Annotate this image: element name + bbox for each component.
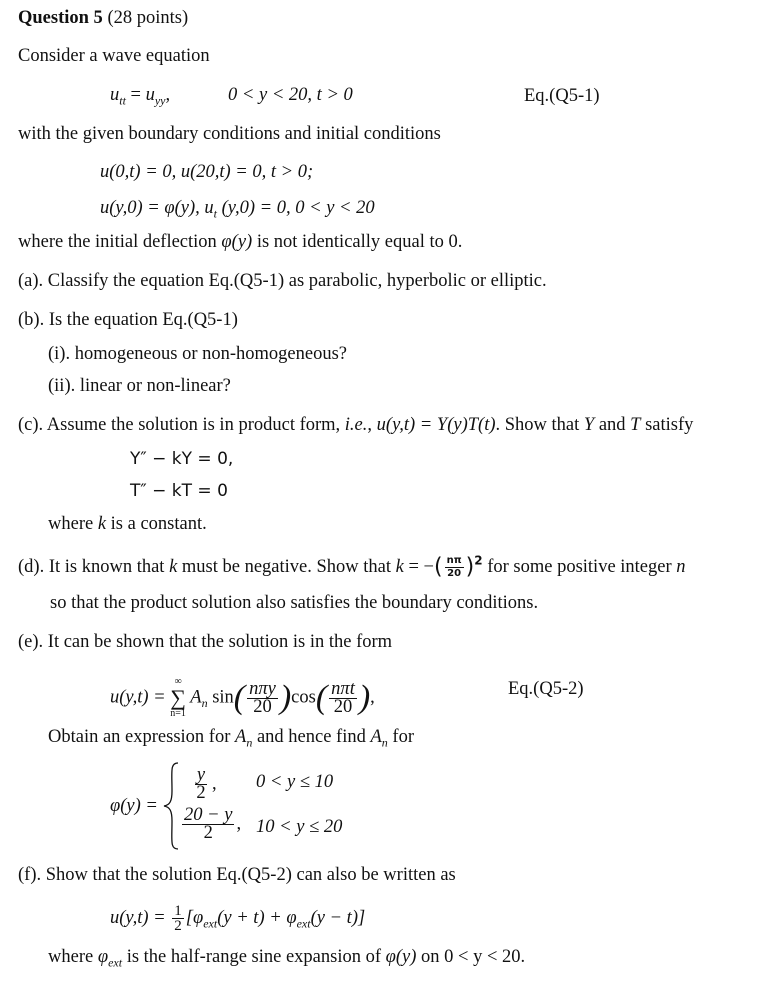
part-c-before: (c). Assume the solution is in product form, bbox=[18, 415, 345, 435]
ode-t: T″ − kT = 0 bbox=[130, 481, 228, 501]
eq2-lhs: u(y,t) = bbox=[110, 687, 171, 708]
part-c-form: u(y,t) = Y(y)T(t) bbox=[376, 415, 496, 435]
obtain-mid: and hence find bbox=[252, 727, 371, 747]
eq1-lhs-sub: tt bbox=[119, 93, 126, 108]
deflection-phi: φ(y) bbox=[221, 232, 253, 252]
part-c-ie: i.e. bbox=[344, 415, 368, 435]
phi-c1-range: 0 < y ≤ 10 bbox=[256, 772, 334, 792]
ext-phi2: φ(y) bbox=[385, 947, 417, 967]
part-c-mid: , bbox=[367, 415, 377, 435]
eq2-sin: sin bbox=[212, 687, 234, 708]
ode-y: Y″ − kY = 0, bbox=[130, 449, 234, 469]
eq3-sub2: ext bbox=[296, 916, 311, 931]
phi-lhs: φ(y) = bbox=[110, 796, 158, 816]
phi-case-1: $\frac{y}{2}$ , bbox=[196, 765, 217, 803]
question-heading bbox=[18, 7, 188, 29]
eq2-label: Eq.(Q5-2) bbox=[508, 679, 584, 699]
eq2-sin-den: 20 bbox=[253, 696, 272, 717]
eq3-num: 1 bbox=[174, 903, 182, 919]
phi-c2-range: 10 < y ≤ 20 bbox=[256, 817, 343, 837]
phi-case-2: $\frac{20 - y}{2}$ , bbox=[184, 805, 242, 843]
phi-c2-num: 20 − y bbox=[184, 805, 233, 825]
deflection-before: where the initial deflection bbox=[18, 232, 222, 252]
constant-note bbox=[48, 513, 207, 535]
eq2-sin-num: nπy bbox=[249, 678, 276, 699]
eq2-cos-den: 20 bbox=[333, 696, 353, 717]
part-d-frac-den: 20 bbox=[447, 568, 462, 579]
phi-c2-den: 2 bbox=[203, 823, 213, 843]
ext-phi: φ bbox=[97, 947, 109, 967]
part-d: (d). It is known that k must be negative. Show that k = −( $\frac{n\pi}{20}$ )$^2$ for some positive integer n bbox=[18, 553, 686, 580]
ic-part2: (y,0) = 0, 0 < y < 20 bbox=[216, 198, 375, 218]
deflection-after: is not identically equal to 0. bbox=[252, 232, 463, 252]
eq3-body1: [φ bbox=[185, 907, 204, 928]
phi-c1-num: y bbox=[196, 765, 206, 785]
phi-c1-den: 2 bbox=[196, 783, 206, 803]
part-d-eq: = − bbox=[403, 556, 434, 577]
part-d-n: n bbox=[676, 556, 686, 577]
ext-mid: is the half-range sine expansion of bbox=[122, 947, 386, 967]
ext-note bbox=[48, 946, 525, 968]
part-d-frac-num: nπ bbox=[446, 555, 462, 566]
eq2-A: A bbox=[190, 687, 202, 708]
part-d-before: (d). It is known that bbox=[18, 556, 170, 577]
part-b-i: (i). homogeneous or non-homogeneous? bbox=[48, 344, 348, 364]
part-c-Y: Y bbox=[583, 415, 595, 435]
part-b: (b). Is the equation Eq.(Q5-1) bbox=[18, 310, 238, 330]
obtain-A2: A bbox=[370, 727, 382, 747]
wave-equation: $u_{tt} = u_{yy}$, bbox=[110, 85, 171, 108]
eq2-tail: , bbox=[370, 687, 375, 708]
obtain-after: for bbox=[387, 727, 414, 747]
part-d-mid: must be negative. Show that bbox=[177, 556, 396, 577]
eq3-body3: (y − t)] bbox=[310, 907, 366, 928]
dalembert-form bbox=[110, 904, 365, 933]
obtain-A: A bbox=[235, 727, 247, 747]
ic-part1: u(y,0) = φ(y), u bbox=[100, 198, 214, 218]
eq1-rhs-sub: yy bbox=[154, 93, 166, 108]
question-points: (28 points) bbox=[107, 8, 189, 28]
ext-before: where bbox=[48, 947, 98, 967]
part-c bbox=[18, 414, 693, 436]
ext-sub: ext bbox=[108, 955, 123, 970]
eq1-lhs: u bbox=[110, 85, 120, 105]
constant-k: k bbox=[97, 514, 107, 534]
obtain-A2-sub: n bbox=[381, 735, 388, 750]
part-d-power: 2 bbox=[474, 553, 483, 568]
constant-before: where bbox=[48, 514, 98, 534]
eq2-cos-num: nπt bbox=[331, 678, 355, 699]
eq3-lhs: u(y,t) = bbox=[110, 907, 171, 928]
solution-series: u(y,t) = ∞ ∑ n=1 $A_n$ sin( $\frac{\text{nπy}}{20}$ )cos( $\frac{\text{nπt}}{20}$ ), bbox=[110, 676, 375, 719]
part-d-after: for some positive integer bbox=[482, 556, 677, 577]
eq1-rhs: u bbox=[145, 85, 155, 105]
deflection-note bbox=[18, 231, 462, 253]
conditions-intro: with the given boundary conditions and initial conditions bbox=[18, 124, 441, 144]
part-d-k2: k bbox=[395, 556, 404, 577]
question-label: Question 5 bbox=[18, 8, 103, 28]
part-d-k: k bbox=[169, 556, 178, 577]
part-a: (a). Classify the equation Eq.(Q5-1) as parabolic, hyperbolic or elliptic. bbox=[18, 271, 547, 291]
eq3-den: 2 bbox=[174, 918, 182, 934]
sum-upper: ∞ bbox=[174, 676, 182, 687]
part-c-T: T bbox=[630, 415, 641, 435]
constant-after: is a constant. bbox=[106, 514, 207, 534]
part-c-after: . Show that bbox=[495, 415, 584, 435]
eq1-domain: 0 < y < 20, t > 0 bbox=[228, 85, 353, 105]
obtain-text bbox=[48, 726, 414, 748]
part-c-and: and bbox=[594, 415, 631, 435]
eq3-sub1: ext bbox=[203, 916, 218, 931]
part-b-ii: (ii). linear or non-linear? bbox=[48, 376, 231, 396]
ext-after: on 0 < y < 20. bbox=[416, 947, 526, 967]
eq3-body2: (y + t) + φ bbox=[217, 907, 297, 928]
part-c-end: satisfy bbox=[640, 415, 694, 435]
intro-text: Consider a wave equation bbox=[18, 46, 210, 66]
part-e: (e). It can be shown that the solution is in the form bbox=[18, 632, 393, 652]
part-d-cont: so that the product solution also satisfies the boundary conditions. bbox=[50, 593, 539, 613]
eq1-label: Eq.(Q5-1) bbox=[524, 86, 600, 106]
obtain-before: Obtain an expression for bbox=[48, 727, 236, 747]
boundary-conditions: u(0,t) = 0, u(20,t) = 0, t > 0; bbox=[100, 162, 314, 182]
sum-sign: ∑ bbox=[170, 685, 186, 710]
eq2-cos: cos bbox=[291, 687, 316, 708]
ic-sub: t bbox=[213, 206, 217, 221]
sum-lower: n=1 bbox=[170, 708, 186, 719]
eq2-A-sub: n bbox=[201, 695, 208, 710]
initial-conditions bbox=[100, 197, 375, 219]
obtain-A-sub: n bbox=[246, 735, 253, 750]
part-f: (f). Show that the solution Eq.(Q5-2) can also be written as bbox=[18, 865, 456, 885]
piecewise-brace bbox=[160, 761, 182, 851]
